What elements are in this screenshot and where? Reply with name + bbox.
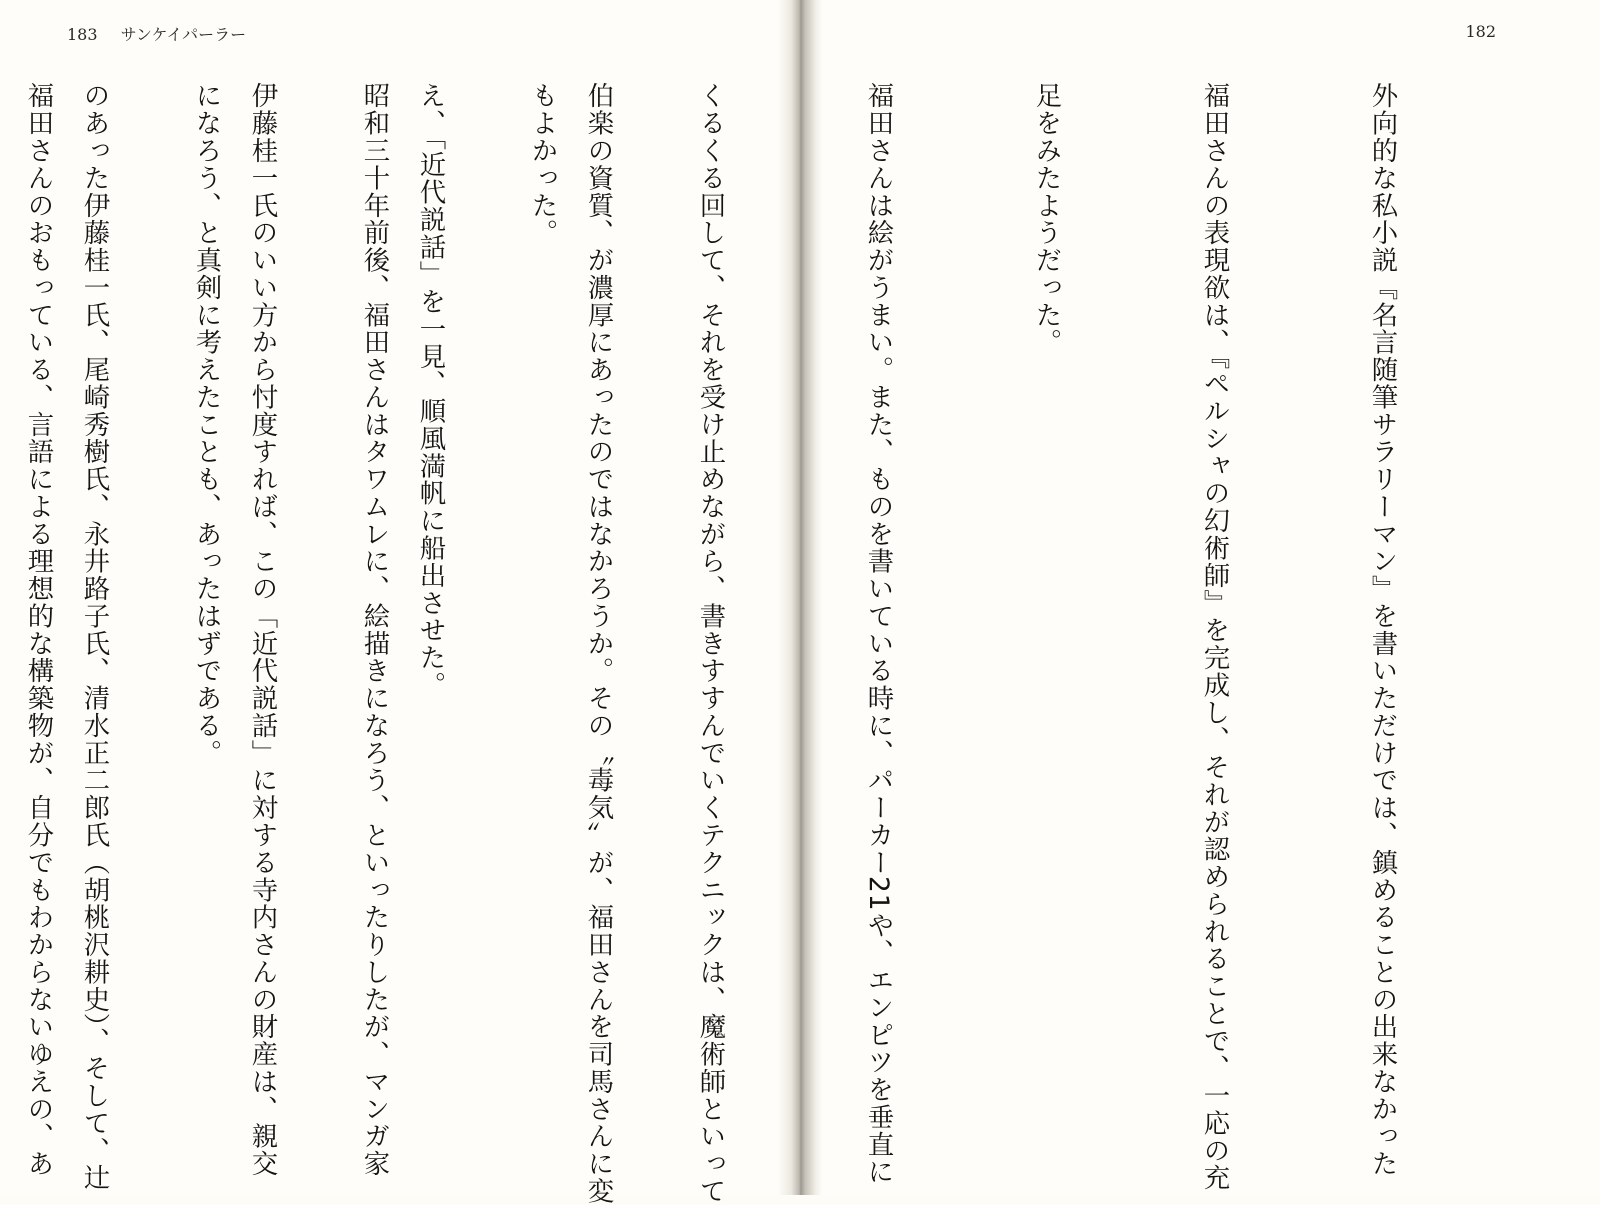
text-line: 福田さんのおもっている、言語による理想的な構築物が、自分でもわからないゆえの、あ: [23, 82, 54, 1178]
left-page-header: [67, 22, 246, 45]
text-line: くるくる回して、それを受け止めながら、書きすすんでいくテクニックは、魔術師といって: [695, 82, 726, 1205]
text-line: 福田さんは絵がうまい。また、ものを書いている時に、パーカー21や、エンピツを垂直に: [863, 82, 894, 1186]
right-page-number: 182: [1465, 22, 1496, 41]
text-line: のあった伊藤桂一氏、尾崎秀樹氏、永井路子氏、清水正二郎氏（胡桃沢耕史）、そして、辻: [79, 82, 110, 1192]
book-gutter: [778, 0, 822, 1195]
text-line: 福田さんの表現欲は、『ペルシャの幻術師』を完成し、それが認められることで、一応の充: [1199, 82, 1230, 1192]
text-line: 外向的な私小説『名言随筆サラリーマン』を書いただけでは、鎮めることの出来なかった: [1367, 82, 1398, 1178]
text-line: 伊藤桂一氏のいい方から忖度すれば、この「近代説話」に対する寺内さんの財産は、親交: [247, 82, 278, 1178]
text-line: 伯楽の資質、が濃厚にあったのではなかろうか。その〝毒気〟が、福田さんを司馬さんに変: [583, 82, 614, 1205]
text-line: もよかった。: [527, 82, 558, 247]
text-line: 昭和三十年前後、福田さんはタワムレに、絵描きになろう、といったりしたが、マンガ家: [359, 82, 390, 1178]
right-page-body: [0, 82, 1522, 1205]
text-line: になろう、と真剣に考えたことも、あったはずである。: [191, 82, 222, 767]
right-page-header: [1465, 22, 1496, 41]
running-head: サンケイパーラー: [120, 25, 247, 44]
left-page-number: 183: [67, 25, 98, 44]
text-line: 足をみたようだった。: [1031, 82, 1062, 356]
text-line: え、「近代説話」を一見、順風満帆に船出させた。: [415, 82, 446, 699]
